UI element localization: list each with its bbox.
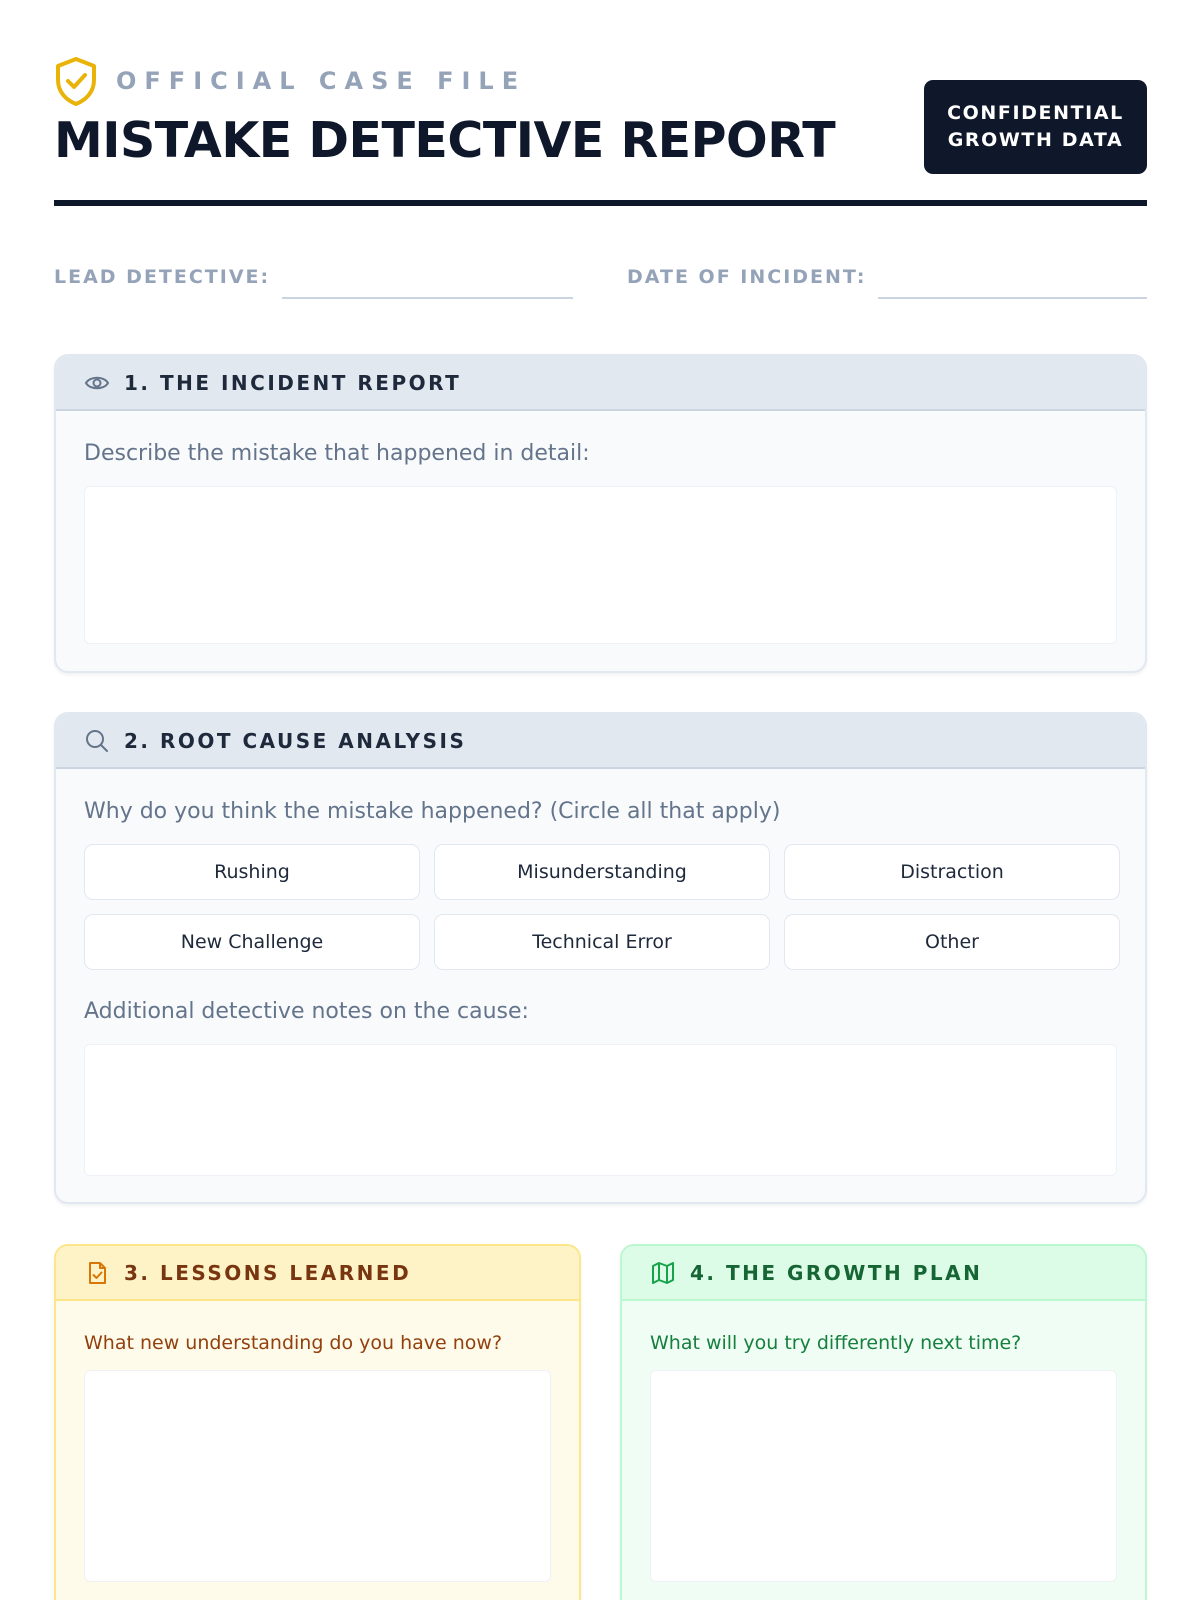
growth-answer-box[interactable] — [650, 1370, 1117, 1582]
root-cause-heading: 2. ROOT CAUSE ANALYSIS — [124, 728, 467, 753]
root-cause-prompt: Why do you think the mistake happened? (Circle all that apply) — [84, 799, 781, 824]
date-of-incident-label: DATE OF INCIDENT: — [627, 266, 867, 288]
growth-plan-section — [620, 1244, 1147, 1600]
lessons-learned-heading: 3. LESSONS LEARNED — [124, 1260, 412, 1285]
cause-option-misunderstanding[interactable]: Misunderstanding — [434, 844, 770, 900]
header-rule — [54, 200, 1147, 206]
case-file-kicker: OFFICIAL CASE FILE — [116, 67, 527, 95]
lead-detective-label: LEAD DETECTIVE: — [54, 266, 271, 288]
lessons-learned-section — [54, 1244, 581, 1600]
map-icon — [650, 1260, 676, 1286]
eye-icon — [84, 370, 110, 396]
badge-line-1: CONFIDENTIAL — [947, 102, 1124, 124]
cause-option-technical-error[interactable]: Technical Error — [434, 914, 770, 970]
incident-report-header — [56, 356, 1145, 411]
page-title: MISTAKE DETECTIVE REPORT — [54, 112, 836, 169]
badge-line-2: GROWTH DATA — [947, 129, 1124, 151]
growth-plan-heading: 4. THE GROWTH PLAN — [690, 1260, 983, 1285]
incident-prompt: Describe the mistake that happened in detail: — [84, 441, 590, 466]
cause-notes-prompt: Additional detective notes on the cause: — [84, 999, 529, 1024]
lessons-prompt: What new understanding do you have now? — [84, 1332, 503, 1354]
file-check-icon — [84, 1260, 110, 1286]
case-file-page — [54, 0, 1147, 1600]
cause-option-distraction[interactable]: Distraction — [784, 844, 1120, 900]
confidential-badge — [924, 80, 1147, 174]
growth-prompt: What will you try differently next time? — [650, 1332, 1022, 1354]
cause-option-new-challenge[interactable]: New Challenge — [84, 914, 420, 970]
kicker-row — [54, 56, 526, 106]
date-of-incident-field[interactable] — [878, 297, 1147, 299]
lessons-answer-box[interactable] — [84, 1370, 551, 1582]
cause-notes-box[interactable] — [84, 1044, 1117, 1176]
root-cause-header — [56, 714, 1145, 769]
cause-option-rushing[interactable]: Rushing — [84, 844, 420, 900]
cause-option-other[interactable]: Other — [784, 914, 1120, 970]
search-icon — [84, 728, 110, 754]
incident-report-heading: 1. THE INCIDENT REPORT — [124, 370, 462, 395]
shield-check-icon — [54, 56, 98, 106]
growth-plan-header — [622, 1246, 1145, 1301]
lead-detective-field[interactable] — [282, 297, 573, 299]
lessons-learned-header — [56, 1246, 579, 1301]
root-cause-section — [54, 712, 1147, 1204]
incident-description-box[interactable] — [84, 486, 1117, 644]
incident-report-section — [54, 354, 1147, 673]
